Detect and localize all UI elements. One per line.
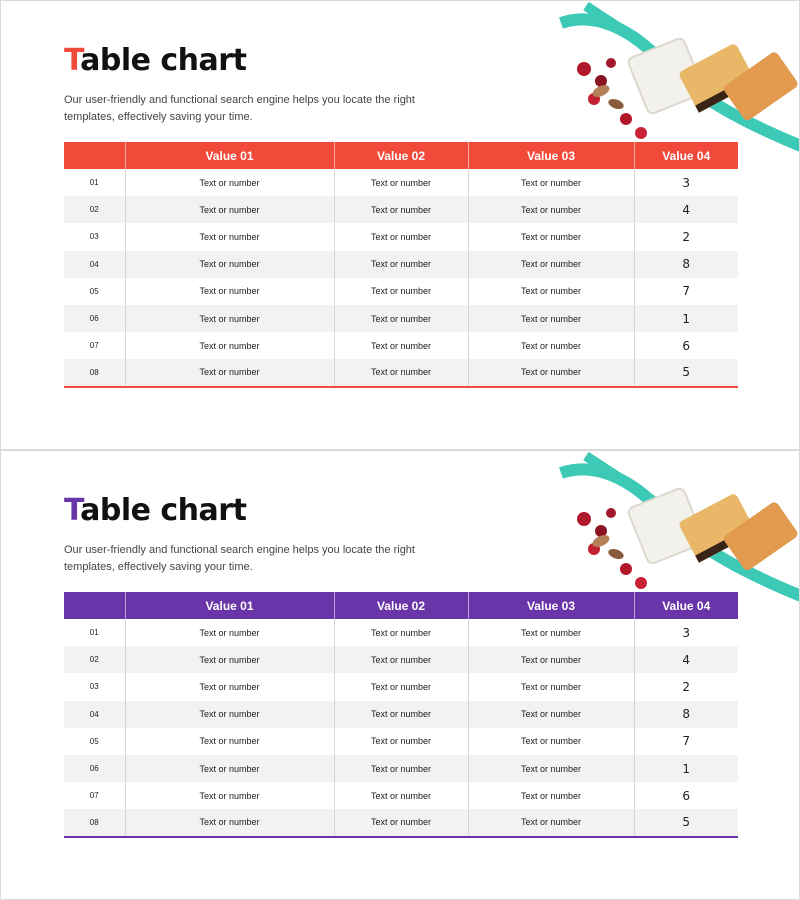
table-row bbox=[64, 673, 738, 700]
header-cell: Value 02 bbox=[334, 592, 468, 619]
table-row bbox=[64, 278, 738, 305]
table-cell: Text or number bbox=[125, 223, 334, 250]
table-cell: Text or number bbox=[468, 755, 634, 782]
table-cell: Text or number bbox=[334, 169, 468, 196]
value-cell: 2 bbox=[634, 223, 738, 250]
table-cell: Text or number bbox=[125, 359, 334, 386]
table-cell: Text or number bbox=[125, 728, 334, 755]
row-index: 06 bbox=[64, 755, 125, 782]
row-index: 03 bbox=[89, 682, 99, 692]
table-cell: Text or number bbox=[125, 701, 334, 728]
table-cell: Text or number bbox=[334, 332, 468, 359]
table-cell: Text or number bbox=[468, 251, 634, 278]
table-cell: Text or number bbox=[125, 755, 334, 782]
table-cell: Text or number bbox=[468, 809, 634, 836]
row-index: 01 bbox=[89, 628, 99, 638]
title-accent-letter: T bbox=[64, 493, 81, 528]
value-cell: 5 bbox=[634, 809, 738, 836]
table-row bbox=[64, 196, 738, 223]
value-cell: 7 bbox=[634, 278, 738, 305]
row-index: 01 bbox=[89, 178, 99, 188]
table-cell: Text or number bbox=[334, 305, 468, 332]
table-cell: Text or number bbox=[468, 223, 634, 250]
row-index: 02 bbox=[64, 196, 125, 223]
table-cell: Text or number bbox=[125, 809, 334, 836]
table-cell: Text or number bbox=[334, 728, 468, 755]
value-cell: 4 bbox=[634, 196, 738, 223]
row-index: 05 bbox=[89, 286, 99, 296]
table-cell: Text or number bbox=[468, 646, 634, 673]
table-cell: Text or number bbox=[334, 673, 468, 700]
table-cell: Text or number bbox=[334, 251, 468, 278]
table-cell: Text or number bbox=[125, 305, 334, 332]
table-cell: Text or number bbox=[334, 646, 468, 673]
table-cell: Text or number bbox=[334, 278, 468, 305]
header-cell: Value 04 bbox=[634, 142, 738, 169]
table-cell: Text or number bbox=[468, 728, 634, 755]
data-table bbox=[64, 142, 738, 388]
table-cell: Text or number bbox=[334, 223, 468, 250]
value-cell: 1 bbox=[634, 305, 738, 332]
header-cell: Value 03 bbox=[468, 142, 634, 169]
title-text: able chart bbox=[80, 493, 247, 528]
table-cell: Text or number bbox=[125, 619, 334, 646]
slide-purple bbox=[0, 450, 800, 900]
table-cell: Text or number bbox=[334, 619, 468, 646]
value-cell: 8 bbox=[634, 251, 738, 278]
value-cell: 4 bbox=[634, 646, 738, 673]
value-cell: 2 bbox=[634, 673, 738, 700]
row-index: 04 bbox=[64, 701, 125, 728]
table-row bbox=[64, 619, 738, 646]
table-cell: Text or number bbox=[334, 755, 468, 782]
table-row bbox=[64, 646, 738, 673]
header-cell bbox=[64, 592, 125, 619]
table-row bbox=[64, 359, 738, 386]
table-cell: Text or number bbox=[125, 332, 334, 359]
header-cell: Value 04 bbox=[634, 592, 738, 619]
value-cell: 5 bbox=[634, 359, 738, 386]
row-index: 08 bbox=[64, 809, 125, 836]
row-index: 03 bbox=[89, 232, 99, 242]
table-row bbox=[64, 728, 738, 755]
table-cell: Text or number bbox=[334, 359, 468, 386]
table-cell: Text or number bbox=[334, 196, 468, 223]
table-row bbox=[64, 809, 738, 836]
row-index: 05 bbox=[89, 736, 99, 746]
value-cell: 6 bbox=[634, 332, 738, 359]
table-cell: Text or number bbox=[125, 196, 334, 223]
slide-title bbox=[64, 43, 246, 78]
table-cell: Text or number bbox=[468, 701, 634, 728]
table-row bbox=[64, 701, 738, 728]
row-index: 06 bbox=[64, 305, 125, 332]
table-cell: Text or number bbox=[125, 673, 334, 700]
table-cell: Text or number bbox=[468, 673, 634, 700]
table-cell: Text or number bbox=[125, 278, 334, 305]
header-cell: Value 01 bbox=[125, 142, 334, 169]
slide-subtitle: Our user-friendly and functional search engine helps you locate the right templates, effectively saving your time. bbox=[64, 544, 415, 573]
table-cell: Text or number bbox=[468, 169, 634, 196]
table-row bbox=[64, 755, 738, 782]
row-index: 07 bbox=[89, 341, 99, 351]
row-index: 08 bbox=[64, 359, 125, 386]
table-cell: Text or number bbox=[334, 701, 468, 728]
table-cell: Text or number bbox=[468, 305, 634, 332]
table-cell: Text or number bbox=[468, 782, 634, 809]
table-cell: Text or number bbox=[125, 646, 334, 673]
row-index: 07 bbox=[89, 791, 99, 801]
table-cell: Text or number bbox=[334, 809, 468, 836]
table-row bbox=[64, 223, 738, 250]
value-cell: 6 bbox=[634, 782, 738, 809]
header-cell bbox=[64, 142, 125, 169]
header-cell: Value 03 bbox=[468, 592, 634, 619]
header-cell: Value 02 bbox=[334, 142, 468, 169]
table-header-row bbox=[64, 142, 738, 169]
table-cell: Text or number bbox=[468, 619, 634, 646]
table-cell: Text or number bbox=[334, 782, 468, 809]
slide-subtitle: Our user-friendly and functional search engine helps you locate the right templates, effectively saving your time. bbox=[64, 94, 415, 123]
value-cell: 1 bbox=[634, 755, 738, 782]
value-cell: 3 bbox=[634, 619, 738, 646]
table-cell: Text or number bbox=[468, 359, 634, 386]
table-cell: Text or number bbox=[468, 278, 634, 305]
table-row bbox=[64, 782, 738, 809]
table-cell: Text or number bbox=[125, 169, 334, 196]
table-cell: Text or number bbox=[468, 332, 634, 359]
value-cell: 7 bbox=[634, 728, 738, 755]
table-header-row bbox=[64, 592, 738, 619]
table-row bbox=[64, 305, 738, 332]
table-row bbox=[64, 251, 738, 278]
data-table bbox=[64, 592, 738, 838]
row-index: 02 bbox=[64, 646, 125, 673]
slide-title bbox=[64, 493, 246, 528]
table-row bbox=[64, 169, 738, 196]
header-cell: Value 01 bbox=[125, 592, 334, 619]
table-row bbox=[64, 332, 738, 359]
row-index: 04 bbox=[64, 251, 125, 278]
value-cell: 8 bbox=[634, 701, 738, 728]
title-text: able chart bbox=[80, 43, 247, 78]
table-cell: Text or number bbox=[125, 782, 334, 809]
title-accent-letter: T bbox=[64, 43, 81, 78]
value-cell: 3 bbox=[634, 169, 738, 196]
table-cell: Text or number bbox=[125, 251, 334, 278]
table-cell: Text or number bbox=[468, 196, 634, 223]
